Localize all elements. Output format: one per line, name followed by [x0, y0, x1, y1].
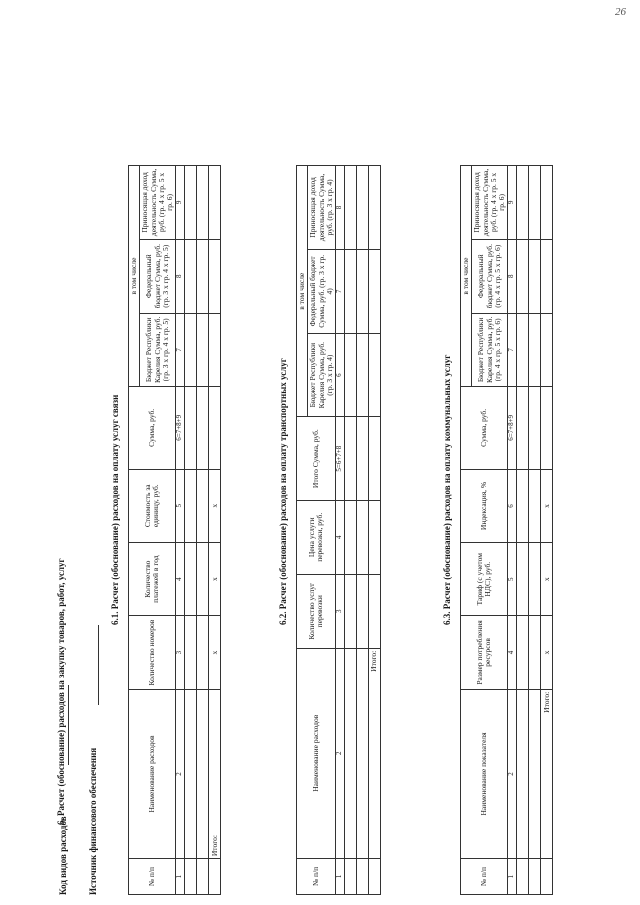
t1-h5: Сумма, руб.	[129, 387, 176, 469]
t3-num-row	[508, 166, 517, 895]
t3-group-header: в том числе	[461, 166, 472, 387]
t2-n7: 8	[336, 166, 345, 250]
t1-empty-row	[197, 166, 209, 895]
t3-h6: Бюджет Республики Карелия Сумма, руб. (гр. 4 х гр. 5 х гр. 6)	[472, 313, 508, 387]
t3-h3: Тариф (с учетом НДС), руб.	[461, 543, 508, 616]
t1-group-row	[129, 166, 140, 895]
t2-num-row	[336, 166, 345, 895]
t1-n0: 1	[176, 859, 185, 895]
t1-h4: Стоимость за единицу, руб.	[129, 469, 176, 542]
code-underline	[68, 685, 69, 765]
t2-h3: Цена услуги перевозки, руб.	[297, 500, 336, 574]
t1-h2: Количество номеров	[129, 616, 176, 689]
t2-h2: Количество услуг перевозки	[297, 574, 336, 648]
t1-total-c1: x	[209, 542, 221, 615]
t1-n2: 3	[176, 616, 185, 689]
t2-h7: Приносящая доход деятельность Сумма, руб. (гр. 3 х гр. 4)	[308, 166, 336, 250]
t1-n4: 5	[176, 469, 185, 542]
source-label: Источник финансового обеспечения	[88, 747, 98, 895]
t1-h7: Федеральный бюджет Сумма, руб. (гр. 3 х гр. 4 х гр. 5)	[140, 239, 176, 313]
t3-n2: 4	[508, 616, 517, 690]
t2-h5: Бюджет Республики Карелия Сумма, руб. (гр. 3 х гр. 4)	[308, 333, 336, 417]
t3-h0: № п/п	[461, 859, 508, 895]
t3-n8: 9	[508, 166, 517, 240]
t1-title: 6.1. Расчет (обоснование) расходов на оплату услуг связи	[110, 394, 120, 625]
page-number: 26	[615, 6, 626, 18]
t1-num-row	[176, 166, 185, 895]
t3-h1: Наименование показателя	[461, 689, 508, 858]
t3-total-c1: x	[541, 543, 553, 616]
t2-table	[296, 165, 381, 895]
t3-empty-row	[529, 166, 541, 895]
t1-total-label: Итого:	[209, 689, 221, 858]
t1-n1: 2	[176, 689, 185, 858]
t3-h8: Приносящая доход деятельность Сумма, руб. (гр. 4 х гр. 5 х гр. 6)	[472, 166, 508, 240]
t2-group-row	[297, 166, 308, 895]
t2-n0: 1	[336, 858, 345, 894]
t3-h4: Индексация, %	[461, 469, 508, 543]
t2-total-row	[369, 166, 381, 895]
t3-n5: 6=7+8+9	[508, 387, 517, 470]
source-underline	[98, 625, 99, 705]
t3-total-c0: x	[541, 616, 553, 690]
t3-n7: 8	[508, 239, 517, 313]
t1-n8: 9	[176, 166, 185, 240]
t3-total-label: Итого:	[541, 689, 553, 858]
t1-h6: Бюджет Республики Карелия Сумма, руб. (гр. 3 х гр. 4 х гр. 5)	[140, 313, 176, 387]
t1-group-header: в том числе	[129, 166, 140, 387]
t3-h2: Размер потребления ресурсов	[461, 616, 508, 690]
t1-n7: 8	[176, 239, 185, 313]
t3-n3: 5	[508, 543, 517, 616]
t3-total-row	[541, 166, 553, 895]
t3-n1: 2	[508, 689, 517, 858]
t2-n1: 2	[336, 648, 345, 858]
t1-total-row	[209, 166, 221, 895]
t1-n6: 7	[176, 313, 185, 387]
t3-total-c2: x	[541, 469, 553, 543]
t1-h1: Наименование расходов	[129, 689, 176, 858]
section-title: 6. Расчет (обоснование) расходов на закупку товаров, работ, услуг	[56, 558, 66, 825]
t1-h3: Количество платежей в год	[129, 542, 176, 615]
t2-group-header: в том числе	[297, 166, 308, 417]
t3-n6: 7	[508, 313, 517, 387]
t1-table	[128, 165, 221, 895]
code-label: Код видов расходов	[58, 816, 68, 895]
t2-empty-row	[357, 166, 369, 895]
t1-empty-row	[185, 166, 197, 895]
t3-n4: 6	[508, 469, 517, 543]
t2-h1: Наименование расходов	[297, 648, 336, 858]
t2-n2: 3	[336, 574, 345, 648]
t2-empty-row	[345, 166, 357, 895]
t2-n6: 7	[336, 249, 345, 333]
t3-table	[460, 165, 553, 895]
t3-empty-row	[517, 166, 529, 895]
t2-n5: 6	[336, 333, 345, 417]
t2-title: 6.2. Расчет (обоснование) расходов на оплату транспортных услуг	[278, 358, 288, 625]
t2-n3: 4	[336, 500, 345, 574]
t2-h6: Федеральный бюджет Сумма, руб. (гр. 3 х гр. 4)	[308, 249, 336, 333]
t3-group-row	[461, 166, 472, 895]
t3-title: 6.3. Расчет (обоснование) расходов на оплату коммунальных услуг	[442, 354, 452, 625]
t3-h5: Сумма, руб.	[461, 387, 508, 470]
t1-h8: Приносящая доход деятельность Сумма, руб. (гр. 4 х гр. 5 х гр. 6)	[140, 166, 176, 240]
t1-n5: 6=7+8+9	[176, 387, 185, 469]
t3-h7: Федеральный бюджет Сумма, руб. (гр. 4 х гр. 5 х гр. 6)	[472, 239, 508, 313]
t1-total-c0: x	[209, 616, 221, 689]
t2-h4: Итого Сумма, руб.	[297, 417, 336, 500]
t3-n0: 1	[508, 859, 517, 895]
t1-h0: № п/п	[129, 859, 176, 895]
t2-h0: № п/п	[297, 858, 336, 894]
t2-n4: 5=6+7+8	[336, 417, 345, 500]
t1-n3: 4	[176, 542, 185, 615]
t1-total-c2: x	[209, 469, 221, 542]
t2-total-label: Итого:	[369, 648, 381, 858]
